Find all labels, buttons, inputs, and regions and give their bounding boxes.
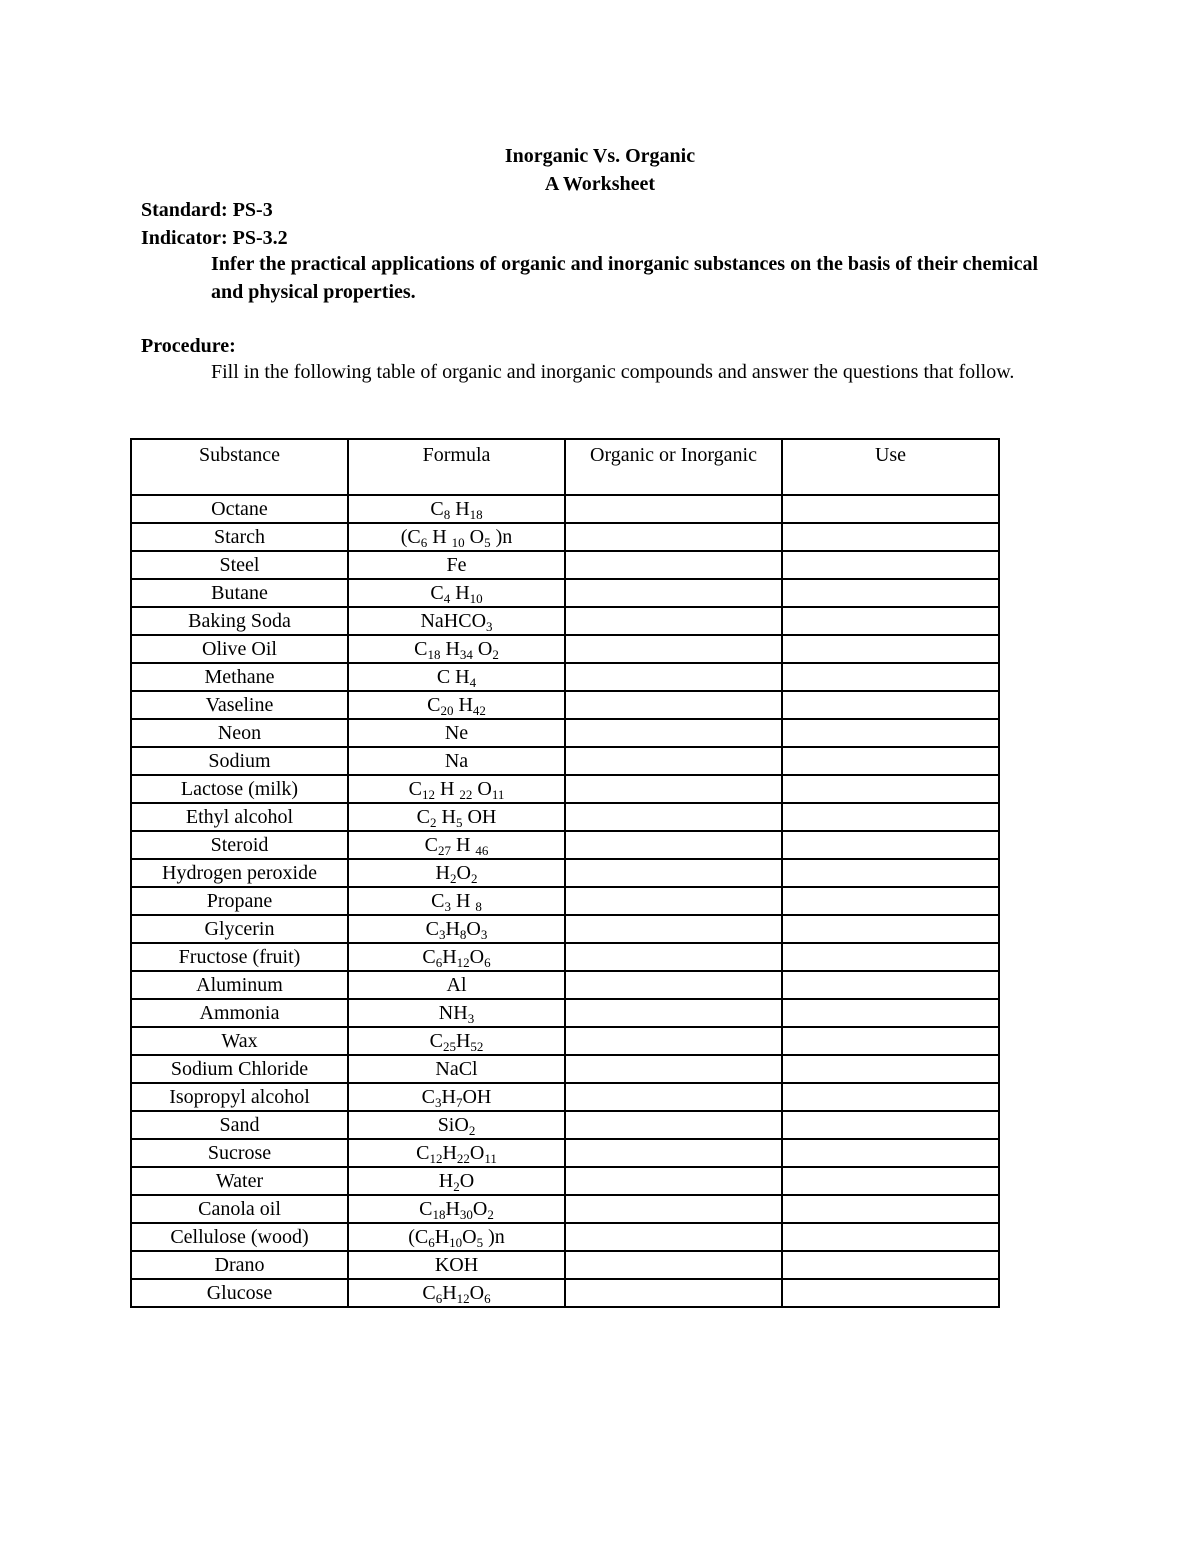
substance-cell: Olive Oil — [131, 635, 348, 663]
use-answer-cell[interactable] — [782, 1279, 999, 1307]
organic-inorganic-answer-cell[interactable] — [565, 1223, 782, 1251]
substance-cell: Sodium — [131, 747, 348, 775]
header-use: Use — [782, 439, 999, 495]
table-row — [131, 663, 999, 691]
substance-cell: Glucose — [131, 1279, 348, 1307]
organic-inorganic-answer-cell[interactable] — [565, 551, 782, 579]
use-answer-cell[interactable] — [782, 859, 999, 887]
table-row — [131, 1279, 999, 1307]
organic-inorganic-answer-cell[interactable] — [565, 523, 782, 551]
use-answer-cell[interactable] — [782, 495, 999, 523]
organic-inorganic-answer-cell[interactable] — [565, 719, 782, 747]
formula-cell: SiO$_2$ — [348, 1111, 565, 1139]
use-answer-cell[interactable] — [782, 551, 999, 579]
formula-cell: $C_{25}H_{52}$ — [348, 1027, 565, 1055]
table-row — [131, 803, 999, 831]
organic-inorganic-answer-cell[interactable] — [565, 775, 782, 803]
table-row — [131, 775, 999, 803]
substance-cell: Octane — [131, 495, 348, 523]
table-row — [131, 943, 999, 971]
table-row — [131, 1195, 999, 1223]
formula-cell: Al — [348, 971, 565, 999]
formula-cell: Ne — [348, 719, 565, 747]
header-organic-or-inorganic: Organic or Inorganic — [565, 439, 782, 495]
formula-cell: KOH — [348, 1251, 565, 1279]
use-answer-cell[interactable] — [782, 971, 999, 999]
formula-cell: $C_6H_{12}O_6$ — [348, 1279, 565, 1307]
use-answer-cell[interactable] — [782, 915, 999, 943]
table-row — [131, 831, 999, 859]
formula-cell: $H_2O$ — [348, 1167, 565, 1195]
substance-cell: Ammonia — [131, 999, 348, 1027]
substance-cell: Hydrogen peroxide — [131, 859, 348, 887]
table-row — [131, 915, 999, 943]
table-row — [131, 523, 999, 551]
use-answer-cell[interactable] — [782, 999, 999, 1027]
organic-inorganic-answer-cell[interactable] — [565, 971, 782, 999]
substance-cell: Steel — [131, 551, 348, 579]
formula-cell: $C_{18}H_{30}O_2$ — [348, 1195, 565, 1223]
formula-cell: $C_8$ $H_{18}$ — [348, 495, 565, 523]
use-answer-cell[interactable] — [782, 635, 999, 663]
indicator-label: Indicator: PS-3.2 — [141, 227, 288, 249]
procedure-text: Fill in the following table of organic and inorganic compounds and answer the questions that follow. — [211, 361, 1015, 383]
use-answer-cell[interactable] — [782, 1223, 999, 1251]
substance-cell: Lactose (milk) — [131, 775, 348, 803]
formula-cell: $C_6H_{12}O_6$ — [348, 943, 565, 971]
formula-cell: ($C_6$ H $_{10}$ $O_5$ )n — [348, 523, 565, 551]
substance-cell: Methane — [131, 663, 348, 691]
header-formula: Formula — [348, 439, 565, 495]
formula-cell: $C_3H_8O_3$ — [348, 915, 565, 943]
formula-cell: C $H_4$ — [348, 663, 565, 691]
substance-cell: Sand — [131, 1111, 348, 1139]
formula-cell: $NH_3$ — [348, 999, 565, 1027]
substance-cell: Isopropyl alcohol — [131, 1083, 348, 1111]
substance-cell: Fructose (fruit) — [131, 943, 348, 971]
formula-cell: Fe — [348, 551, 565, 579]
use-answer-cell[interactable] — [782, 1027, 999, 1055]
table-row — [131, 999, 999, 1027]
use-answer-cell[interactable] — [782, 691, 999, 719]
use-answer-cell[interactable] — [782, 775, 999, 803]
organic-inorganic-answer-cell[interactable] — [565, 1251, 782, 1279]
organic-inorganic-answer-cell[interactable] — [565, 1139, 782, 1167]
use-answer-cell[interactable] — [782, 607, 999, 635]
table-header-row — [131, 439, 999, 495]
substance-cell: Water — [131, 1167, 348, 1195]
formula-cell: $C_3$ H $_8$ — [348, 887, 565, 915]
formula-cell: $H_2O_2$ — [348, 859, 565, 887]
use-answer-cell[interactable] — [782, 943, 999, 971]
formula-cell: $C_2$ $H_5$ OH — [348, 803, 565, 831]
table-row — [131, 635, 999, 663]
organic-inorganic-answer-cell[interactable] — [565, 635, 782, 663]
substance-cell: Neon — [131, 719, 348, 747]
substance-cell: Aluminum — [131, 971, 348, 999]
use-answer-cell[interactable] — [782, 663, 999, 691]
table-row — [131, 971, 999, 999]
table-row — [131, 495, 999, 523]
organic-inorganic-answer-cell[interactable] — [565, 859, 782, 887]
substance-cell: Drano — [131, 1251, 348, 1279]
organic-inorganic-answer-cell[interactable] — [565, 579, 782, 607]
table-row — [131, 1223, 999, 1251]
formula-cell: $C_3H_7OH$ — [348, 1083, 565, 1111]
substance-cell: Vaseline — [131, 691, 348, 719]
organic-inorganic-answer-cell[interactable] — [565, 1111, 782, 1139]
formula-cell: Na — [348, 747, 565, 775]
organic-inorganic-answer-cell[interactable] — [565, 663, 782, 691]
formula-cell: $C_{27}$ H $_{46}$ — [348, 831, 565, 859]
use-answer-cell[interactable] — [782, 747, 999, 775]
organic-inorganic-answer-cell[interactable] — [565, 999, 782, 1027]
organic-inorganic-answer-cell[interactable] — [565, 1083, 782, 1111]
standard-label: Standard: PS-3 — [141, 199, 273, 221]
organic-inorganic-answer-cell[interactable] — [565, 943, 782, 971]
organic-inorganic-answer-cell[interactable] — [565, 747, 782, 775]
formula-cell: $C_4$ $H_{10}$ — [348, 579, 565, 607]
indicator-description: Infer the practical applications of organic and inorganic substances on the basis of their chemical and physical properties. — [211, 253, 1039, 303]
substance-cell: Glycerin — [131, 915, 348, 943]
procedure-label: Procedure: — [141, 335, 236, 357]
formula-cell: $C_{20}$ $H_{42}$ — [348, 691, 565, 719]
organic-inorganic-answer-cell[interactable] — [565, 1279, 782, 1307]
table-row — [131, 691, 999, 719]
organic-inorganic-answer-cell[interactable] — [565, 1055, 782, 1083]
use-answer-cell[interactable] — [782, 1251, 999, 1279]
table-row — [131, 719, 999, 747]
substance-cell: Propane — [131, 887, 348, 915]
table-row — [131, 747, 999, 775]
substance-cell: Wax — [131, 1027, 348, 1055]
substance-cell: Steroid — [131, 831, 348, 859]
worksheet-subtitle: A Worksheet — [544, 173, 656, 195]
substance-cell: Cellulose (wood) — [131, 1223, 348, 1251]
worksheet-title: Inorganic Vs. Organic — [504, 145, 696, 167]
table-row — [131, 607, 999, 635]
table-row — [131, 579, 999, 607]
use-answer-cell[interactable] — [782, 1139, 999, 1167]
table-row — [131, 859, 999, 887]
use-answer-cell[interactable] — [782, 1083, 999, 1111]
table-row — [131, 1027, 999, 1055]
organic-inorganic-answer-cell[interactable] — [565, 1195, 782, 1223]
formula-cell: NaCl — [348, 1055, 565, 1083]
use-answer-cell[interactable] — [782, 523, 999, 551]
formula-cell: NaHCO$_3$ — [348, 607, 565, 635]
table-row — [131, 551, 999, 579]
table-row — [131, 887, 999, 915]
organic-inorganic-answer-cell[interactable] — [565, 831, 782, 859]
compounds-table — [130, 438, 1000, 1308]
organic-inorganic-answer-cell[interactable] — [565, 691, 782, 719]
use-answer-cell[interactable] — [782, 887, 999, 915]
header-substance: Substance — [131, 439, 348, 495]
organic-inorganic-answer-cell[interactable] — [565, 607, 782, 635]
use-answer-cell[interactable] — [782, 1195, 999, 1223]
use-answer-cell[interactable] — [782, 1055, 999, 1083]
organic-inorganic-answer-cell[interactable] — [565, 1027, 782, 1055]
use-answer-cell[interactable] — [782, 1167, 999, 1195]
table-row — [131, 1139, 999, 1167]
substance-cell: Ethyl alcohol — [131, 803, 348, 831]
use-answer-cell[interactable] — [782, 579, 999, 607]
table-body — [131, 495, 999, 1307]
substance-cell: Starch — [131, 523, 348, 551]
substance-cell: Sucrose — [131, 1139, 348, 1167]
use-answer-cell[interactable] — [782, 1111, 999, 1139]
table-row — [131, 1083, 999, 1111]
organic-inorganic-answer-cell[interactable] — [565, 803, 782, 831]
formula-cell: $C_{12}$ H $_{22}$ $O_{11}$ — [348, 775, 565, 803]
formula-cell: ($C_6H_{10}O_5$ )n — [348, 1223, 565, 1251]
table-row — [131, 1055, 999, 1083]
use-answer-cell[interactable] — [782, 831, 999, 859]
use-answer-cell[interactable] — [782, 719, 999, 747]
substance-cell: Butane — [131, 579, 348, 607]
use-answer-cell[interactable] — [782, 803, 999, 831]
substance-cell: Canola oil — [131, 1195, 348, 1223]
formula-cell: $C_{12}H_{22}O_{11}$ — [348, 1139, 565, 1167]
substance-cell: Sodium Chloride — [131, 1055, 348, 1083]
formula-cell: $C_{18}$ $H_{34}$ $O_2$ — [348, 635, 565, 663]
table-row — [131, 1111, 999, 1139]
organic-inorganic-answer-cell[interactable] — [565, 915, 782, 943]
organic-inorganic-answer-cell[interactable] — [565, 495, 782, 523]
substance-cell: Baking Soda — [131, 607, 348, 635]
table-row — [131, 1251, 999, 1279]
organic-inorganic-answer-cell[interactable] — [565, 1167, 782, 1195]
table-row — [131, 1167, 999, 1195]
organic-inorganic-answer-cell[interactable] — [565, 887, 782, 915]
